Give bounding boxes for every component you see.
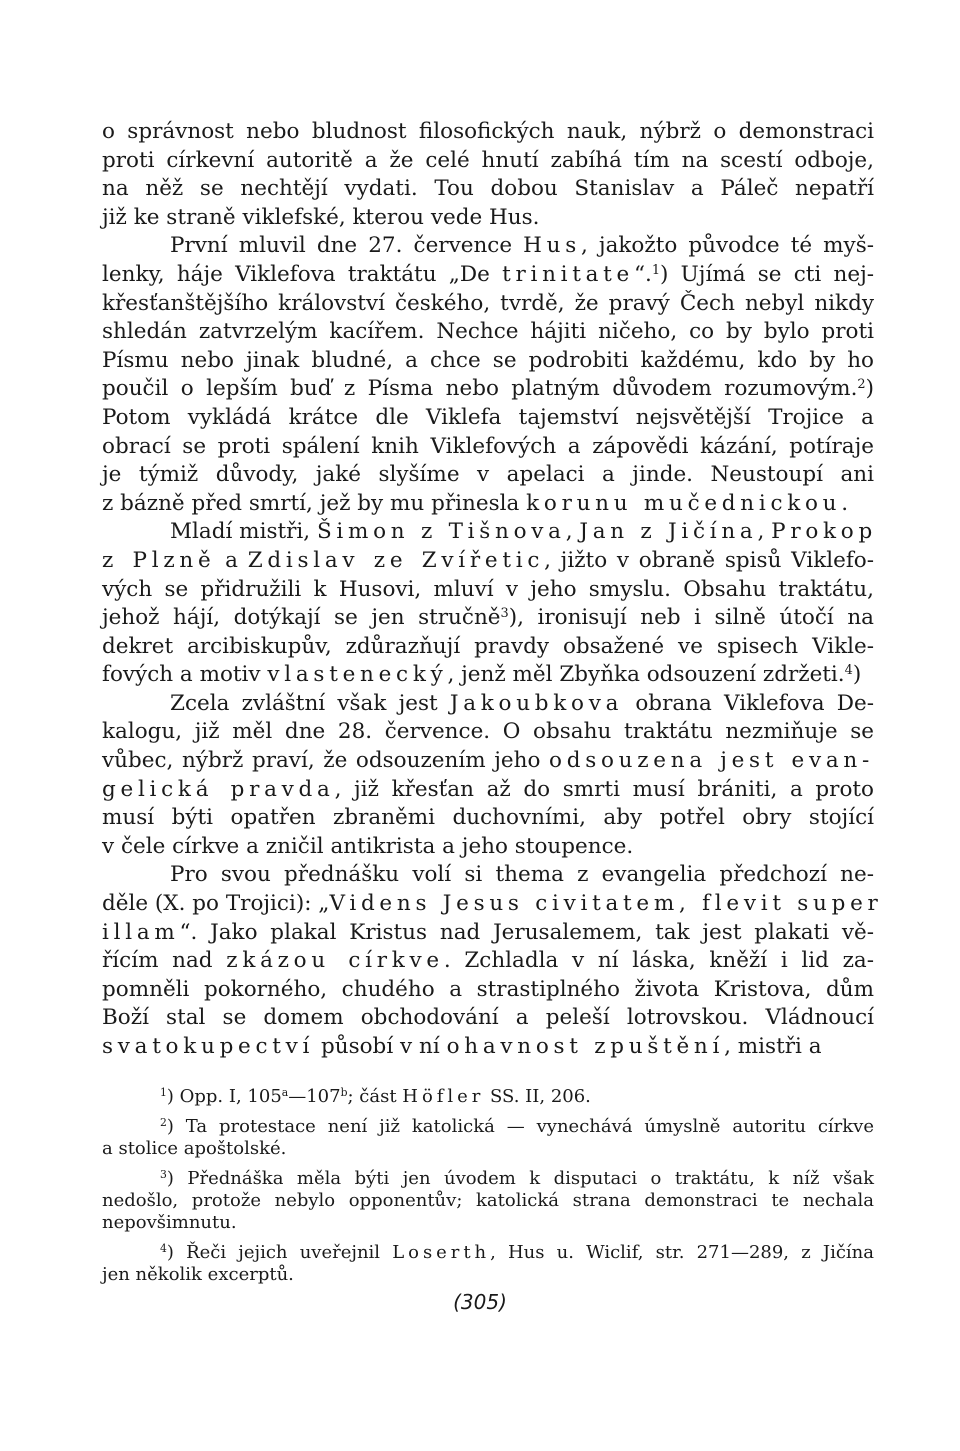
footnote-line <box>102 1086 874 1108</box>
paragraph <box>102 518 877 690</box>
text-run: Zcela zvláštní však jest <box>170 690 450 716</box>
text-line <box>102 147 874 176</box>
footnote <box>102 1242 874 1286</box>
text-line <box>102 261 874 290</box>
footnote-line <box>102 1138 874 1160</box>
superscript: 1 <box>651 262 661 278</box>
text-run: Mladí mistři, <box>170 519 317 545</box>
spaced-emphasis: Loserth <box>392 1241 491 1263</box>
text-run: a <box>215 547 248 573</box>
text-run: poučil o lepším buď z Písma nebo platným důvodem rozumovým. <box>102 376 858 402</box>
superscript: 4 <box>160 1241 167 1255</box>
text-run: jen několik excerptů. <box>102 1263 294 1285</box>
text-run: pomněli pokorného, chudého a strastiplného života Kristova, dům <box>102 976 874 1002</box>
text-line <box>102 118 874 147</box>
text-line <box>102 718 874 747</box>
text-line <box>102 175 874 204</box>
text-run: v čele církve a zničil antikrista a jeho stoupence. <box>102 833 634 859</box>
paragraph <box>102 690 874 862</box>
text-run: kalogu, již měl dne 28. července. O obsahu traktátu nezmiňuje se <box>102 719 874 745</box>
text-run: ) <box>865 376 874 402</box>
spaced-emphasis: Zdislav ze Zvířetic <box>247 547 545 573</box>
text-run: nedošlo, protože nebylo opponentův; katolická strana demonstraci te nechala <box>102 1189 874 1211</box>
text-run: , jakožto původce té myš- <box>580 233 874 259</box>
spaced-emphasis: ohavnost zpuštění <box>446 1034 725 1059</box>
text-line <box>102 518 877 547</box>
text-run: obrana Viklefova De- <box>623 690 874 716</box>
text-line <box>102 804 874 833</box>
text-run: ) Opp. I, 105 <box>166 1085 282 1107</box>
text-line <box>102 747 874 776</box>
text-line <box>102 375 874 404</box>
spaced-emphasis: korunu mučednickou <box>526 490 842 516</box>
text-run: , již křesťan až do smrti musí brániti, a proto <box>334 776 874 802</box>
text-run: jehož hájí, dotýkají se jen stručně <box>102 605 501 631</box>
footnote-line <box>102 1116 874 1138</box>
text-line <box>102 490 874 519</box>
spaced-emphasis: trinitate <box>502 261 635 287</box>
text-run: ) Ta protestace není již katolická — vynechává úmyslně autoritu církve <box>166 1115 874 1137</box>
paragraph <box>102 118 874 232</box>
text-run: , jenž měl Zbyňka odsouzení zdržeti. <box>447 662 845 688</box>
text-line <box>102 318 874 347</box>
text-line <box>102 1033 874 1062</box>
text-run: dekret arcibiskupův, zdůrazňují pravdy obsažené ve spisech Vikle- <box>102 633 874 659</box>
spaced-emphasis: vlastenecký <box>267 662 448 688</box>
spaced-emphasis: Jan z Jičína <box>579 519 758 545</box>
text-run: Písmu nebo jinak bludné, a chce se podrobiti každému, kdo by ho <box>102 347 874 373</box>
text-run: . Zchladla v ní láska, kněží i lid za- <box>443 948 874 974</box>
spaced-emphasis: Höfler <box>402 1085 485 1107</box>
text-line <box>102 604 874 633</box>
superscript: 3 <box>160 1167 167 1181</box>
footnotes <box>102 1086 874 1286</box>
spaced-emphasis: Šimon z Tišnova <box>316 519 566 545</box>
superscript: 1 <box>160 1085 167 1099</box>
text-run: Potom vykládá krátce dle Viklefa tajemství nejsvětější Trojice a <box>102 404 874 430</box>
text-line <box>102 661 874 690</box>
text-line <box>102 776 874 805</box>
spaced-emphasis: Videns Jesus civitatem, flevit super <box>329 891 883 917</box>
text-run: proti církevní autoritě a že celé hnutí zabíhá tím na scestí odboje, <box>102 147 874 173</box>
footnote-line <box>102 1242 874 1264</box>
spaced-emphasis: Prokop <box>771 519 877 545</box>
text-run: , mistři a <box>724 1034 822 1059</box>
text-run: děle (X. po Trojici): „ <box>102 891 330 917</box>
main-text <box>102 118 883 1062</box>
footnote <box>102 1168 874 1234</box>
text-run: ) <box>852 662 862 688</box>
superscript: 2 <box>857 377 866 393</box>
footnote <box>102 1086 874 1108</box>
text-run: o správnost nebo bludnost filosofických nauk, nýbrž o demonstraci <box>102 119 874 144</box>
text-run: lenky, háje Viklefova traktátu „De <box>102 261 503 287</box>
text-run: fových a motiv <box>102 662 268 688</box>
text-run: obrací se proti spálení knih Viklefových a zápovědi kázání, potíraje <box>102 433 874 459</box>
text-run: na něž se nechtějí vydati. Tou dobou Stanislav a Páleč nepatří <box>102 176 874 202</box>
text-run: z bázně před smrtí, jež by mu přinesla <box>102 490 527 516</box>
text-line <box>102 347 874 376</box>
text-run: , <box>757 519 772 545</box>
text-run: je týmiž důvody, jaké slyšíme v apelaci a jinde. Neustoupí ani <box>102 462 874 488</box>
text-run: První mluvil dne 27. července <box>170 233 524 259</box>
text-run: “. <box>634 261 652 287</box>
text-run: shledán zatvrzelým kacířem. Nechce hájiti ničeho, co by bylo proti <box>102 319 874 345</box>
text-run: řícím nad <box>102 948 227 974</box>
text-run: působí v ní <box>314 1034 447 1059</box>
text-line <box>102 433 874 462</box>
text-run: ) Přednáška měla býti jen úvodem k disputaci o traktátu, k níž však <box>166 1167 874 1189</box>
text-run: “. Jako plakal Kristus nad Jerusalemem, tak jest plakati vě- <box>179 919 874 945</box>
text-run: ; část <box>347 1085 403 1107</box>
text-line <box>102 833 874 862</box>
text-line <box>102 404 874 433</box>
spaced-emphasis: Jakoubkova <box>449 690 624 716</box>
footnote <box>102 1116 874 1160</box>
text-line <box>102 576 874 605</box>
superscript: 2 <box>160 1115 167 1129</box>
text-run: , jižto v obraně spisů Viklefo- <box>544 547 874 573</box>
superscript: b <box>340 1085 348 1099</box>
text-run: již ke straně viklefské, kterou vede Hus. <box>102 204 540 230</box>
text-run: Pro svou přednášku volí si thema z evangelia předchozí ne- <box>170 862 874 888</box>
text-run: a stolice apoštolské. <box>102 1137 287 1159</box>
text-line <box>102 976 874 1005</box>
text-line <box>102 633 874 662</box>
text-line <box>102 947 874 976</box>
text-run: , <box>565 519 580 545</box>
text-line <box>102 204 874 233</box>
spaced-emphasis: Hus <box>523 233 581 259</box>
page-number: (305) <box>453 1290 507 1314</box>
text-run: Boží stal se domem obchodování a peleší lotrovskou. Vládnoucí <box>102 1005 874 1031</box>
text-line <box>102 547 874 576</box>
text-run: vých se přidružili k Husovi, mluví v jeho smyslu. Obsahu traktátu, <box>102 576 874 602</box>
text-line <box>102 232 874 261</box>
text-run: ), ironisují neb i silně útočí na <box>508 605 874 631</box>
text-line <box>102 890 883 919</box>
text-run: musí býti opatřen zbraněmi duchovními, aby potřel obry stojící <box>102 805 874 831</box>
text-line <box>102 919 874 948</box>
text-run: , Hus u. Wiclif, str. 271—289, z Jičína <box>490 1241 874 1263</box>
footnote-line <box>102 1264 874 1286</box>
spaced-emphasis: gelická pravda <box>102 776 335 802</box>
spaced-emphasis: z Plzně <box>102 547 216 573</box>
page-content <box>102 118 883 1294</box>
text-line <box>102 290 874 319</box>
paragraph <box>102 861 883 1061</box>
text-run: —107 <box>288 1085 341 1107</box>
footnote-line <box>102 1168 874 1190</box>
superscript: 3 <box>500 606 509 621</box>
footnote-line <box>102 1212 874 1234</box>
paragraph <box>102 232 874 518</box>
text-line <box>102 690 874 719</box>
text-run: křesťanštějšího království českého, tvrdě, že pravý Čech nebyl nikdy <box>102 290 874 316</box>
spaced-emphasis: zkázou církve <box>226 948 444 974</box>
text-run: nepovšimnutu. <box>102 1211 237 1233</box>
superscript: 4 <box>844 663 853 679</box>
footnote-line <box>102 1190 874 1212</box>
spaced-emphasis: illam <box>102 919 180 945</box>
text-run: . <box>841 490 849 516</box>
text-run: vůbec, nýbrž praví, že odsouzením jeho <box>102 748 550 774</box>
spaced-emphasis: svatokupectví <box>102 1034 315 1059</box>
text-run: ) Řeči jejich uveřejnil <box>166 1241 393 1263</box>
spaced-emphasis: odsouzena jest evan- <box>549 748 874 774</box>
text-run: SS. II, 206. <box>484 1085 591 1107</box>
text-line <box>102 861 874 890</box>
text-line <box>102 461 874 490</box>
text-run: ) Ujímá se cti nej- <box>660 261 874 287</box>
text-line <box>102 1004 874 1033</box>
superscript: a <box>281 1085 289 1099</box>
